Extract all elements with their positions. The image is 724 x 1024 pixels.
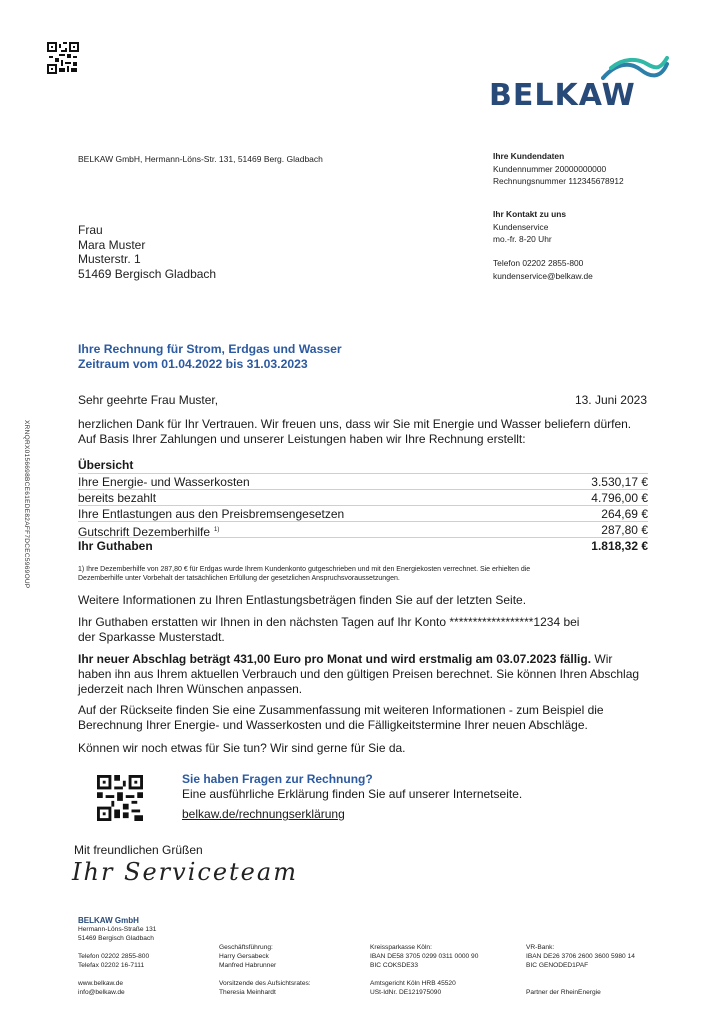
row-value: 287,80 € <box>601 523 648 537</box>
customer-number: Kundennummer 20000000000 <box>493 163 607 174</box>
intro-line: Auf Basis Ihrer Zahlungen und unserer Leistungen haben wir Ihre Rechnung erstellt: <box>78 432 526 446</box>
footer-bic: BIC GENODED1PAF <box>526 962 589 969</box>
footer-bank-2 <box>526 943 635 970</box>
row-label: bereits bezahlt <box>78 491 157 505</box>
footer-web[interactable]: www.belkaw.de <box>78 980 124 987</box>
footer-street: Hermann-Löns-Straße 131 <box>78 926 157 933</box>
advance-text: jederzeit nach Ihren Wünschen anpassen. <box>78 682 303 696</box>
footnote-line: Dezemberhilfe unter Vorbehalt der tatsächlichen Erfüllung der gesetzlichen Anspruchsvoraussetzungen. <box>78 575 400 582</box>
footer-manager: Harry Gersabeck <box>219 953 269 960</box>
intro-line: herzlichen Dank für Ihr Vertrauen. Wir freuen uns, dass wir Sie mit Energie und Wasser beliefern dürfen. <box>78 417 632 431</box>
help-paragraph: Können wir noch etwas für Sie tun? Wir sind gerne für Sie da. <box>78 741 406 755</box>
document-code: XRNQRX0156698BCE61EDE82AFF7DCEC5969OUP <box>23 420 30 589</box>
contact-email[interactable]: kundenservice@belkaw.de <box>493 270 593 281</box>
advance-text: haben ihn aus Ihrem aktuellen Verbrauch und den gültigen Preisen berechnet. Sie können Ihren Abschlag <box>78 667 640 681</box>
explanation-link[interactable]: belkaw.de/rechnungserklärung <box>182 807 345 821</box>
row-value: 264,69 € <box>601 507 648 521</box>
back-page-paragraph <box>78 703 650 733</box>
footer-phone-block <box>78 952 149 970</box>
footer-partner: Partner der RheinEnergie <box>526 989 601 996</box>
advance-paragraph <box>78 652 650 697</box>
footer-company-name: BELKAW GmbH <box>78 916 139 925</box>
footer-city: 51469 Bergisch Gladbach <box>78 935 154 942</box>
recipient-city: 51469 Bergisch Gladbach <box>78 266 217 281</box>
refund-line: der Sparkasse Musterstadt. <box>78 630 225 644</box>
table-row <box>78 521 648 537</box>
subject-line-2: Zeitraum vom 01.04.2022 bis 31.03.2023 <box>78 357 308 371</box>
footer-web-block <box>78 979 125 997</box>
table-row <box>78 505 648 521</box>
back-page-line: Auf der Rückseite finden Sie eine Zusammenfassung mit weiteren Informationen - zum Beispiel die <box>78 703 604 717</box>
invoice-number: Rechnungsnummer 112345678912 <box>493 176 624 186</box>
row-label-with-note <box>78 522 219 537</box>
back-page-line: Berechnung Ihrer Energie- und Wasserkosten und die Fälligkeitstermine Ihrer neuen Abschläge. <box>78 718 588 732</box>
closing: Mit freundlichen Grüßen <box>74 843 203 857</box>
contact-service: Kundenservice <box>493 221 549 232</box>
footer-bank-1 <box>370 943 478 970</box>
table-row <box>78 489 648 505</box>
refund-line: Ihr Guthaben erstatten wir Ihnen in den nächsten Tagen auf Ihr Konto ******************1234 bei <box>78 615 580 629</box>
help-text: Eine ausführliche Erklärung finden Sie auf unserer Internetseite. <box>182 787 523 801</box>
table-row <box>78 473 648 489</box>
belkaw-logo <box>489 56 669 112</box>
footer-fax: Telefax 02202 16-7111 <box>78 962 145 969</box>
row-label: Ihre Energie- und Wasserkosten <box>78 475 250 489</box>
footer-phone: Telefon 02202 2855-800 <box>78 953 150 960</box>
qr-code-help[interactable] <box>97 775 143 821</box>
signature: Ihr Serviceteam <box>72 858 298 886</box>
customer-info-title: Ihre Kundendaten <box>493 151 565 161</box>
row-label: Ihre Entlastungen aus den Preisbremsengesetzen <box>78 507 345 521</box>
footer-manager: Manfred Habrunner <box>219 962 277 969</box>
advance-highlight: Ihr neuer Abschlag beträgt 431,00 Euro pro Monat und wird erstmalig am 03.07.2023 fällig. <box>78 652 592 666</box>
table-total-row <box>78 537 648 553</box>
footer-management <box>219 943 276 970</box>
subject <box>78 342 342 372</box>
customer-info <box>493 150 624 188</box>
letter-date: 13. Juni 2023 <box>574 393 647 407</box>
footer-bic: BIC COKSDE33 <box>370 962 419 969</box>
sender-line: BELKAW GmbH, Hermann-Löns-Str. 131, 51469 Berg. Gladbach <box>78 154 323 164</box>
footer-bank-title: VR-Bank: <box>526 944 555 951</box>
footer-vat: USt-IdNr. DE121975090 <box>370 989 442 996</box>
footnote <box>78 565 650 583</box>
recipient-name: Mara Muster <box>78 237 146 252</box>
advance-text: Wir <box>591 652 613 666</box>
footnote-marker: 1) <box>214 527 220 533</box>
overview-table <box>78 458 648 553</box>
help-box <box>182 772 522 822</box>
total-label: Ihr Guthaben <box>78 539 153 553</box>
footnote-line: 1) Ihre Dezemberhilfe von 287,80 € für Erdgas wurde Ihrem Kundenkonto gutgeschrieben und mit den Energiekosten verrechnet. Sie erhielten die <box>78 566 531 573</box>
qr-code-top <box>47 42 79 74</box>
footer-mail[interactable]: info@belkaw.de <box>78 989 125 996</box>
greeting: Sehr geehrte Frau Muster, <box>78 393 219 407</box>
footer-iban: IBAN DE26 3706 2600 3600 5980 14 <box>526 953 635 960</box>
row-label: Gutschrift Dezemberhilfe <box>78 525 211 539</box>
info-paragraph: Weitere Informationen zu Ihren Entlastungsbeträgen finden Sie auf der letzten Seite. <box>78 593 527 607</box>
total-value: 1.818,32 € <box>591 539 648 553</box>
help-heading: Sie haben Fragen zur Rechnung? <box>182 772 373 786</box>
row-value: 3.530,17 € <box>591 475 648 489</box>
footer-bank-title: Kreissparkasse Köln: <box>370 944 432 951</box>
overview-title: Übersicht <box>78 458 134 472</box>
recipient-street: Musterstr. 1 <box>78 252 141 266</box>
footer-court: Amtsgericht Köln HRB 45520 <box>370 980 456 987</box>
recipient-salutation: Frau <box>78 223 103 237</box>
contact-hours: mo.-fr. 8-20 Uhr <box>493 234 552 244</box>
logo-text: BELKAW <box>489 78 636 113</box>
contact-channels <box>493 257 593 282</box>
footer-company <box>78 916 156 943</box>
recipient-address <box>78 223 216 281</box>
footer-management-title: Geschäftsführung: <box>219 944 273 951</box>
contact-title: Ihr Kontakt zu uns <box>493 209 567 219</box>
subject-line-1: Ihre Rechnung für Strom, Erdgas und Wasser <box>78 342 342 356</box>
refund-paragraph <box>78 615 650 645</box>
intro-paragraph <box>78 417 650 447</box>
footer-board-title: Vorsitzende des Aufsichtsrates: <box>219 980 311 987</box>
footer-iban: IBAN DE58 3705 0299 0311 0000 90 <box>370 953 479 960</box>
contact-info <box>493 208 566 246</box>
footer-registry <box>370 979 456 997</box>
row-value: 4.796,00 € <box>591 491 648 505</box>
contact-phone: Telefon 02202 2855-800 <box>493 258 584 268</box>
footer-board <box>219 979 311 997</box>
footer-board-name: Theresia Meinhardt <box>219 989 276 996</box>
